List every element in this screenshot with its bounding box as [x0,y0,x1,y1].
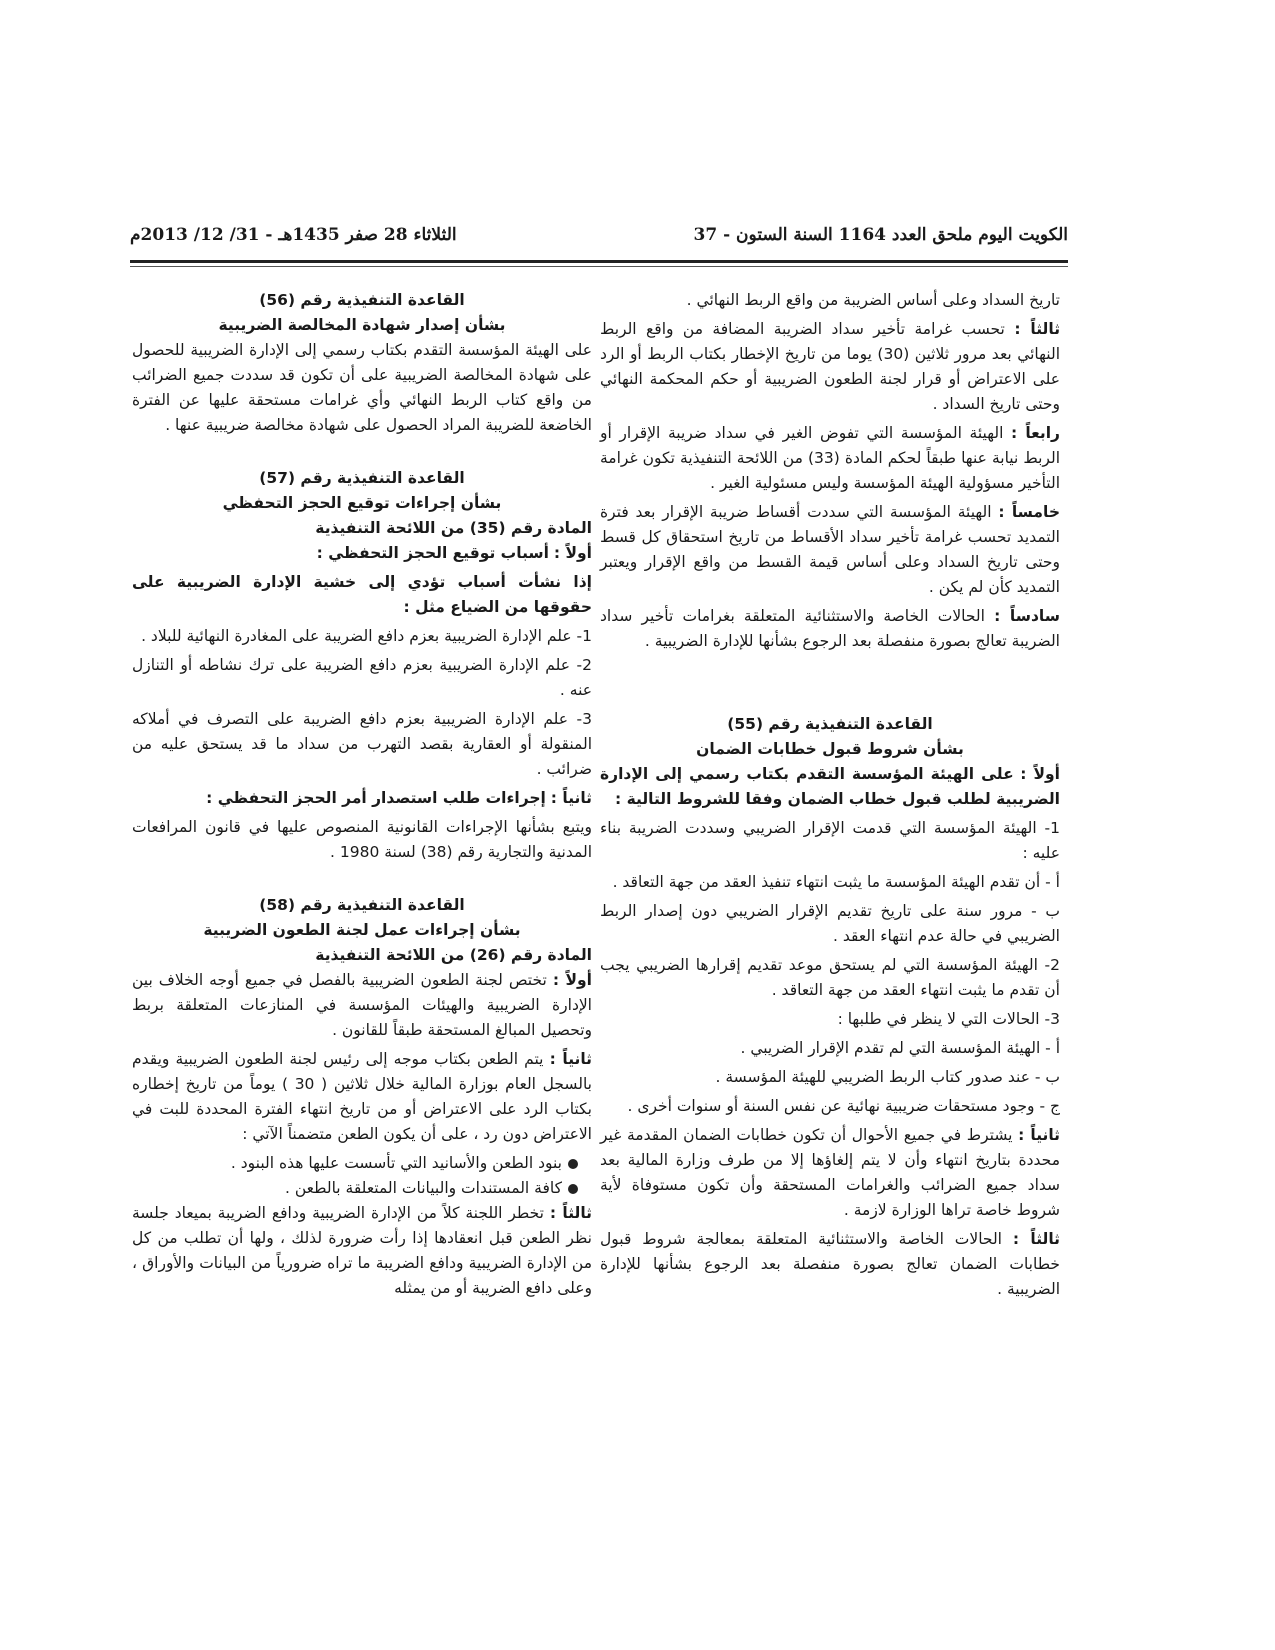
list-item: ب - مرور سنة على تاريخ تقديم الإقرار الضريبي دون إصدار الربط الضريبي في حالة عدم انتهاء العقد . [600,902,1060,945]
clause-text: الهيئة المؤسسة التي تفوض الغير في سداد ضريبة الإقرار أو الربط نيابة عنها طبقاً لحكم المادة (33) من اللائحة التنفيذية تكون غرامة التأخير مسؤولية الهيئة المؤسسة وليس مسئولية الغير . [600,424,1060,492]
paragraph [600,604,1060,654]
clause-text: إجراءات طلب استصدار أمر الحجز التحفظي : [206,789,546,807]
list-item: أ - أن تقدم الهيئة المؤسسة ما يثبت انتهاء تنفيذ العقد من جهة التعاقد . [612,873,1060,891]
rule-subtitle: بشأن إصدار شهادة المخالصة الضريبية [218,316,506,334]
rule-subtitle: بشأن إجراءات توقيع الحجز التحفظي [222,494,502,512]
rule-subtitle: بشأن إجراءات عمل لجنة الطعون الضريبية [203,921,521,939]
clause-label: سادساً : [994,607,1060,625]
bullet-icon [568,1184,578,1194]
bullet-item [132,1176,578,1201]
paragraph [132,1047,592,1147]
clause-text: يشترط في جميع الأحوال أن تكون خطابات الضمان المقدمة غير محددة بتاريخ انتهاء وأن لا يتم إلغاؤها إلا من طرف وزارة المالية بعد سداد جميع الضرائب والغرامات المستحقة وأن تكون مستوفاة لأية شروط خاصة تراها الوزارة لازمة . [600,1126,1060,1219]
paragraph: إذا نشأت أسباب تؤدي إلى خشية الإدارة الضريبية على حقوقها من الضياع مثل : [132,573,592,616]
paragraph [600,421,1060,496]
clause-text: الحالات الخاصة والاستثنائية المتعلقة بغرامات تأخير سداد الضريبة تعالج بصورة منفصلة بعد الرجوع بشأنها للإدارة الضريبية . [600,607,1060,650]
list-item: ب - عند صدور كتاب الربط الضريبي للهيئة المؤسسة . [715,1068,1060,1086]
paragraph [600,762,1060,812]
clause-text: الهيئة المؤسسة التي سددت أقساط ضريبة الإقرار بعد فترة التمديد تحسب غرامة تأخير سداد الأقساط من تاريخ استحقاق كل قسط وحتى تاريخ السداد وعلى أساس قيمة القسط من واقع الإقرار ويعتبر التمديد كأن لم يكن . [600,503,1060,596]
bullet-item [132,1151,578,1176]
paragraph [600,1123,1060,1223]
clause-label: أولاً : [553,544,592,562]
list-item: أ - الهيئة المؤسسة التي لم تقدم الإقرار الضريبي . [740,1039,1060,1057]
header-publication: الكويت اليوم ملحق العدد 1164 السنة الستون - 37 [693,225,1068,245]
left-column [132,288,592,1305]
header-rule-thin [130,266,1068,267]
paragraph: على الهيئة المؤسسة التقدم بكتاب رسمي إلى الإدارة الضريبية للحصول على شهادة المخالصة الضريبية على أن تكون قد سددت جميع الضرائب من واقع كتاب الربط النهائي وأي غرامات مستحقة عليها عن الفترة الخاضعة للضريبة المراد الحصول على شهادة مخالصة ضريبية عنها . [132,341,592,434]
clause-text: تحسب غرامة تأخير سداد الضريبة المضافة من واقع الربط النهائي بعد مرور ثلاثين (30) يوما من تاريخ الإخطار بكتاب الربط أو الرد على الاعتراض أو قرار لجنة الطعون الضريبية أو حكم المحكمة النهائي وحتى تاريخ السداد . [600,320,1061,413]
right-column [600,288,1060,1306]
paragraph: ويتبع بشأنها الإجراءات القانونية المنصوص عليها في قانون المرافعات المدنية والتجارية رقم (38) لسنة 1980 . [132,818,592,861]
clause-label: خامساً : [998,503,1060,521]
clause-text: تختص لجنة الطعون الضريبية بالفصل في جميع أوجه الخلاف بين الإدارة الضريبية والهيئات المؤسسة في المنازعات المتعلقة بربط وتحصيل المبالغ المستحقة طبقاً للقانون . [132,971,592,1039]
clause-text: يتم الطعن بكتاب موجه إلى رئيس لجنة الطعون الضريبية ويقدم بالسجل العام بوزارة المالية خلال ثلاثين ( 30 ) يوماً من تاريخ إخطاره بكتاب الرد على الاعتراض أو من تاريخ انتهاء الفترة المحددة للبت في الاعتراض دون رد ، على أن يكون الطعن متضمناً الآتي : [132,1050,592,1143]
paragraph [132,786,592,811]
bullet-icon [568,1159,578,1169]
clause-label: أولاً : [1020,765,1060,783]
paragraph [132,1201,592,1301]
rule-title: القاعدة التنفيذية رقم (58) [259,896,465,914]
clause-text: تخطر اللجنة كلاً من الإدارة الضريبية ودافع الضريبة بميعاد جلسة نظر الطعن قبل انعقادها إذا رأت ضرورة لذلك ، ولها أن تطلب من كل من الإدارة الضريبية ودافع الضريبة ما تراه ضرورياً من البيانات والأوراق ، وعلى دافع الضريبة أو من يمثله [132,1204,592,1297]
paragraph [600,1227,1060,1302]
page-header [130,225,1068,261]
paragraph [132,541,592,566]
list-item: 3- علم الإدارة الضريبية بعزم دافع الضريبة على التصرف في أملاكه المنقولة أو العقارية بقصد التهرب من سداد ما قد يستحق عليه من ضرائب . [132,710,592,778]
paragraph [600,500,1060,600]
clause-label: ثالثاً : [549,1204,593,1222]
list-item: 2- علم الإدارة الضريبية بعزم دافع الضريبة على ترك نشاطه أو التنازل عنه . [132,656,592,699]
rule-subtitle: بشأن شروط قبول خطابات الضمان [696,740,964,758]
bullet-text: كافة المستندات والبيانات المتعلقة بالطعن . [285,1179,562,1197]
list-item: 1- الهيئة المؤسسة التي قدمت الإقرار الضريبي وسددت الضريبة بناء عليه : [600,819,1060,862]
list-item: ج - وجود مستحقات ضريبية نهائية عن نفس السنة أو سنوات أخرى . [627,1097,1060,1115]
clause-label: ثانياً : [1018,1126,1060,1144]
clause-text: أسباب توقيع الحجز التحفظي : [316,544,549,562]
article-ref: المادة رقم (26) من اللائحة التنفيذية [315,946,592,964]
clause-text: على الهيئة المؤسسة التقدم بكتاب رسمي إلى الإدارة الضريبية لطلب قبول خطاب الضمان وفقا للشروط التالية : [600,765,1060,808]
clause-label: ثالثاً : [1012,1230,1060,1248]
list-item: 1- علم الإدارة الضريبية بعزم دافع الضريبة على المغادرة النهائية للبلاد . [141,627,592,645]
paragraph: تاريخ السداد وعلى أساس الضريبة من واقع الربط النهائي . [686,291,1060,309]
list-item: 2- الهيئة المؤسسة التي لم يستحق موعد تقديم إقرارها الضريبي يجب أن تقدم ما يثبت انتهاء العقد من جهة التعاقد . [600,956,1060,999]
rule-title: القاعدة التنفيذية رقم (57) [259,469,465,487]
clause-label: رابعاً : [1011,424,1060,442]
clause-text: الحالات الخاصة والاستثنائية المتعلقة بمعالجة شروط قبول خطابات الضمان تعالج بصورة منفصلة بعد الرجوع بشأنها للإدارة الضريبية . [600,1230,1060,1298]
bullet-text: بنود الطعن والأسانيد التي تأسست عليها هذه البنود . [230,1154,562,1172]
clause-label: ثانياً : [550,789,592,807]
clause-label: ثالثاً : [1014,320,1061,338]
paragraph [600,317,1060,417]
article-ref: المادة رقم (35) من اللائحة التنفيذية [315,519,592,537]
header-date: الثلاثاء 28 صفر 1435هـ - 31/ 12/ 2013م [130,225,457,245]
clause-label: أولاً : [552,971,592,989]
rule-title: القاعدة التنفيذية رقم (55) [727,715,933,733]
clause-label: ثانياً : [549,1050,592,1068]
rule-title: القاعدة التنفيذية رقم (56) [259,291,465,309]
list-item: 3- الحالات التي لا ينظر في طلبها : [837,1010,1060,1028]
header-rule [130,260,1068,263]
paragraph [132,968,592,1043]
